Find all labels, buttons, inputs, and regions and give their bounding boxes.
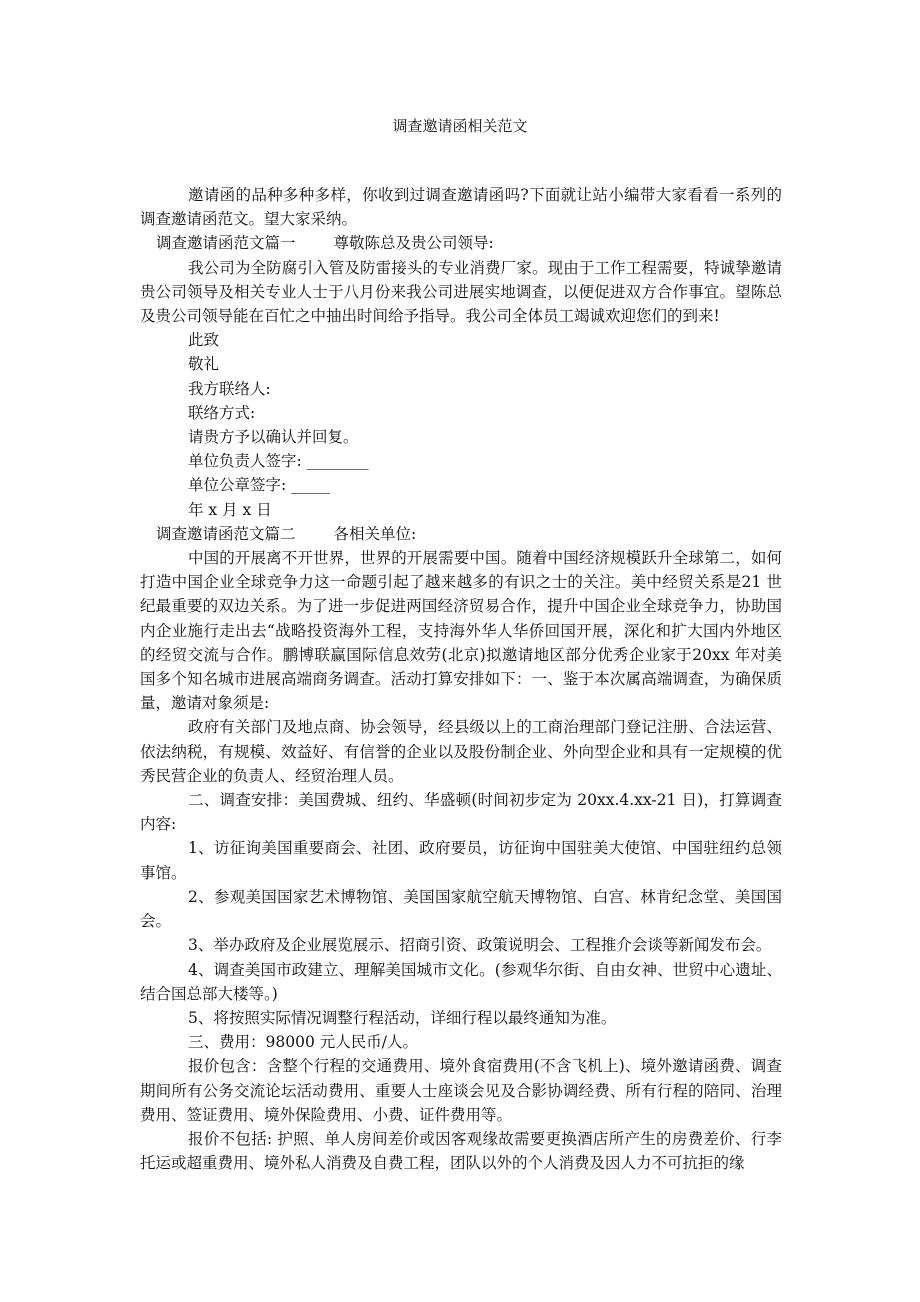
section-heading-2	[140, 522, 782, 546]
paragraph-arrangement: 二、调查安排：美国费城、纽约、华盛顿(时间初步定为 20xx.4.xx-21 日)，打算调查内容:	[140, 791, 782, 834]
section-heading-label: 调查邀请函范文篇一	[156, 234, 296, 253]
document-title: 调查邀请函相关范文	[392, 117, 528, 135]
contact-method-line: 联络方式:	[188, 403, 256, 422]
section-heading-1	[140, 231, 782, 255]
document-body	[140, 183, 782, 1175]
confirm-line: 请贵方予以确认并回复。	[188, 428, 359, 447]
list-item: 1、访征询美国重要商会、社团、政府要员，访征询中国驻美大使馆、中国驻纽约总领事馆。	[140, 839, 782, 882]
date-line: 年 x 月 x 日	[188, 500, 272, 519]
list-item: 2、参观美国国家艺术博物馆、美国国家航空航天博物馆、白宫、林肯纪念堂、美国国会。	[140, 887, 782, 931]
paragraph-fee: 三、费用：98000 元人民币/人。	[188, 1033, 418, 1052]
list-item: 4、调查美国市政建立、理解美国城市文化。(参观华尔街、自由女神、世贸中心遗址、结合国总部大楼等。)	[140, 960, 782, 1003]
paragraph-background: 中国的开展离不开世界，世界的开展需要中国。随着中国经济规模跃升全球第二，如何打造中国企业全球竞争力这一命题引起了越来越多的有识之士的关注。美中经贸关系是21 世纪最重要的双边关系。为了进一步促进两国经济贸易合作，提升中国企业全球竞争力，协助国内企业施行走出去“战略投资海外工程，支持海外华人华侨回国开展，深化和扩大国内外地区的经贸交流与合作。鹏博联赢国际信息效劳(北京)拟邀请地区部分优秀企业家于20xx 年对美国多个知名城市进展高端商务调查。活动打算安排如下：一、鉴于本次属高端调查，为确保质量，邀请对象须是:	[140, 549, 782, 713]
list-item: 3、举办政府及企业展览展示、招商引资、政策说明会、工程推介会谈等新闻发布会。	[188, 936, 772, 955]
paragraph-invitation-1: 我公司为全防腐引入管及防雷接头的专业消费厂家。现由于工作工程需要，特诚挚邀请贵公司领导及相关专业人士于八月份来我公司进展实地调查，以便促进双方合作事宜。望陈总及贵公司领导能在百忙之中抽出时间给予指导。我公司全体员工竭诚欢迎您们的到来!	[140, 258, 782, 326]
closing-line: 敬礼	[188, 355, 220, 374]
paragraph-invitees: 政府有关部门及地点商、协会领导，经县级以上的工商治理部门登记注册、合法运营、依法纳税，有规模、效益好、有信誉的企业以及股份制企业、外向型企业和具有一定规模的优秀民营企业的负责人、经贸治理人员。	[140, 718, 782, 785]
salutation: 尊敬陈总及贵公司领导:	[333, 234, 494, 253]
seal-line: 单位公章签字: _____	[188, 476, 330, 495]
salutation: 各相关单位:	[333, 524, 417, 543]
paragraph-price-includes: 报价包含：含整个行程的交通费用、境外食宿费用(不含飞机上)、境外邀请函费、调查期间所有公务交流论坛活动费用、重要人士座谈会见及合影协调经费、所有行程的陪同、治理费用、签证费用、境外保险费用、小费、证件费用等。	[140, 1057, 782, 1124]
paragraph-price-excludes: 报价不包括: 护照、单人房间差价或因客观缘故需要更换酒店所产生的房费差价、行李托运或超重费用、境外私人消费及自费工程，团队以外的个人消费及因人力不可抗拒的缘	[140, 1129, 782, 1173]
list-item: 5、将按照实际情况调整行程活动，详细行程以最终通知为准。	[188, 1008, 617, 1027]
closing-line: 此致	[188, 331, 220, 350]
contact-person-line: 我方联络人:	[188, 379, 271, 398]
paragraph-intro: 邀请函的品种多种多样，你收到过调查邀请函吗?下面就让站小编带大家看看一系列的调查邀请函范文。望大家采纳。	[140, 186, 782, 229]
signature-line: 单位负责人签字: ________	[188, 452, 369, 471]
section-heading-label: 调查邀请函范文篇二	[156, 524, 296, 543]
